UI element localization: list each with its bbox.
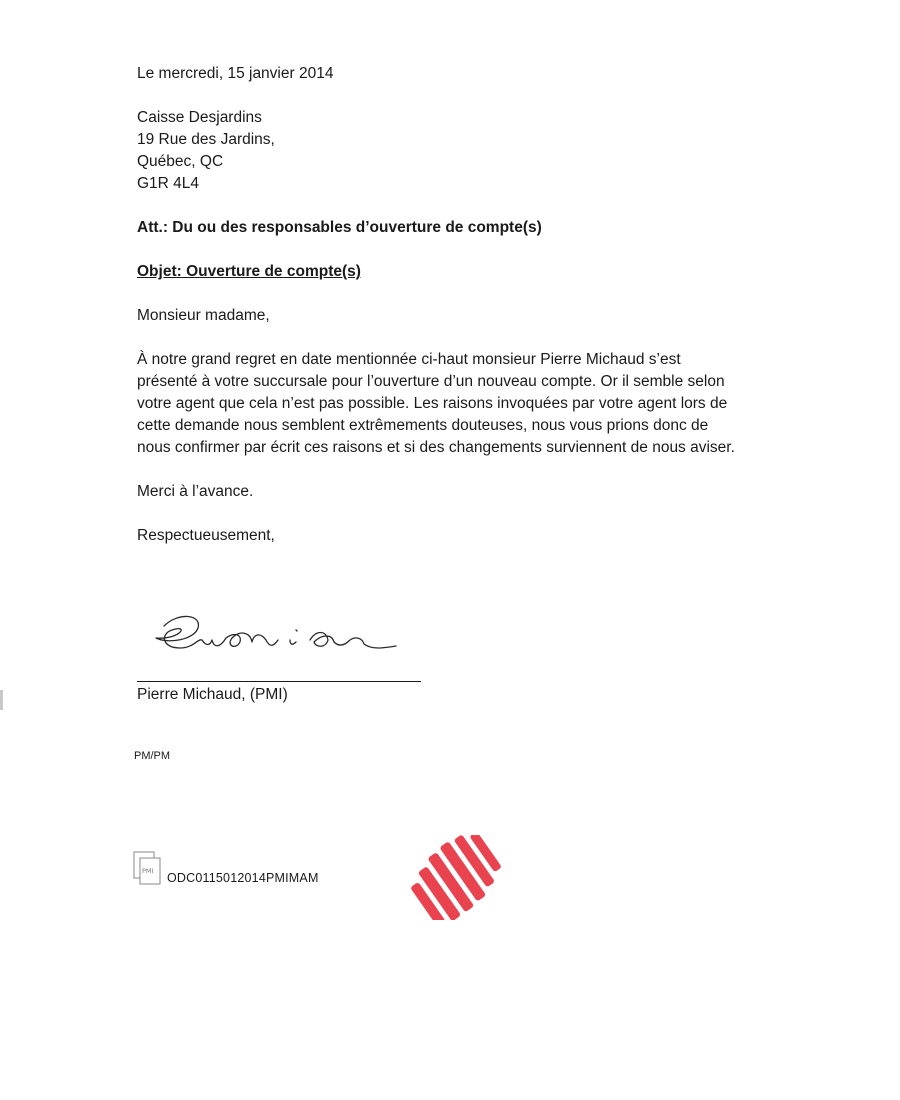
signer-name: Pierre Michaud, (PMI) — [137, 686, 288, 703]
stamp-mark — [403, 835, 518, 920]
body-line: cette demande nous semblent extrêmements douteuses, nous vous prions donc de — [137, 417, 709, 434]
salutation: Monsieur madame, — [137, 307, 270, 324]
document-reference: ODC0115012014PMIMAM — [167, 871, 319, 885]
recipient-street: 19 Rue des Jardins, — [137, 131, 275, 148]
body-line: présenté à votre succursale pour l’ouverture d’un nouveau compte. Or il semble selon — [137, 373, 725, 390]
thanks-line: Merci à l’avance. — [137, 483, 254, 500]
recipient-address — [137, 107, 777, 195]
subject-line: Objet: Ouverture de compte(s) — [137, 263, 361, 280]
recipient-postal-code: G1R 4L4 — [137, 175, 200, 192]
letter-date: Le mercredi, 15 janvier 2014 — [137, 65, 334, 82]
body-paragraph — [137, 349, 777, 459]
letter-body — [137, 63, 777, 547]
recipient-name: Caisse Desjardins — [137, 109, 262, 126]
doc-icon-label: PMI — [142, 867, 154, 875]
body-line: nous confirmer par écrit ces raisons et si des changements surviennent de nous aviser. — [137, 439, 735, 456]
closing-line: Respectueusement, — [137, 527, 275, 544]
handwritten-signature — [150, 604, 400, 664]
recipient-city: Québec, QC — [137, 153, 224, 170]
document-icon — [133, 851, 163, 885]
body-line: À notre grand regret en date mentionnée ci-haut monsieur Pierre Michaud s’est — [137, 351, 681, 368]
attention-line: Att.: Du ou des responsables d’ouverture de compte(s) — [137, 219, 542, 236]
reference-initials: PM/PM — [134, 750, 171, 762]
body-line: votre agent que cela n’est pas possible. Les raisons invoquées par votre agent lors de — [137, 395, 728, 412]
signature-line — [137, 681, 421, 682]
scan-edge-mark — [0, 690, 3, 710]
